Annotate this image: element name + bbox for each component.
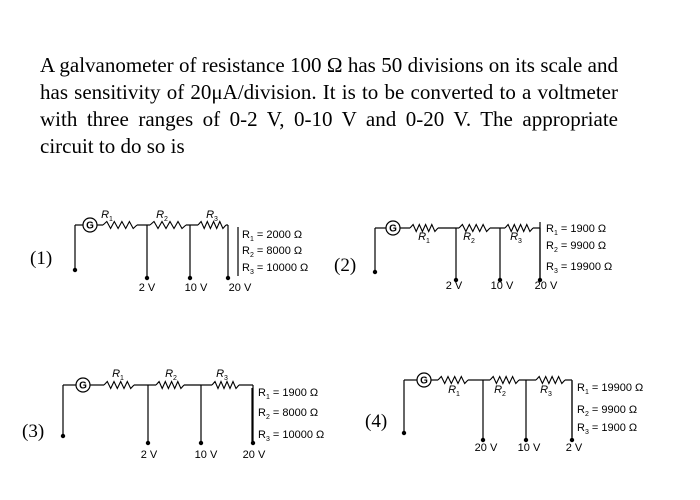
circuit-option-3: [61, 368, 324, 461]
question-text: A galvanometer of resistance 100 Ω has 50 divisions on its scale and has sensitivity of 20μA/division. It is to be converted to a voltmeter with three ranges of 0-2 V, 0-10 V and 0-20 V. The appropriate circuit to do so is: [40, 53, 618, 158]
option-2-label: (2): [334, 255, 357, 276]
resistor-label-r1: $R_1$: [101, 209, 113, 223]
resistor-r1: [438, 377, 468, 384]
voltage-label: 20 V: [228, 282, 252, 294]
voltage-label: 20 V: [242, 449, 266, 461]
voltage-terminal: [146, 441, 150, 445]
resistance-value-r2: $R_2 = 8000$ Ω: [258, 407, 319, 421]
voltage-label: 20 V: [474, 442, 498, 454]
resistance-value-r2: $R_2 = 9900$ Ω: [577, 404, 638, 418]
resistor-label-r3: $R_3$: [216, 368, 228, 382]
voltage-label: 2 V: [138, 282, 156, 294]
resistor-label-r3: $R_3$: [540, 384, 552, 398]
circuit-option-1: [73, 209, 308, 294]
ground-terminal: [61, 434, 65, 438]
resistor-label-r3: $R_3$: [510, 231, 522, 245]
option-3-label: (3): [22, 421, 45, 442]
galvanometer-symbol: G: [86, 220, 94, 232]
resistor-r2: [490, 377, 519, 384]
resistance-value-r1: $R_1 = 2000$ Ω: [242, 229, 303, 243]
resistor-label-r2: $R_2$: [165, 368, 177, 382]
resistor-label-r2: $R_2$: [463, 231, 475, 245]
voltage-label: 10 V: [490, 280, 514, 292]
option-1-label: (1): [30, 248, 53, 269]
option-4-label: (4): [365, 411, 388, 432]
voltage-terminal: [145, 276, 149, 280]
galvanometer-symbol: G: [389, 223, 397, 235]
voltage-label: 2 V: [445, 280, 463, 292]
resistor-r3: [536, 377, 565, 384]
circuit-option-2: [373, 221, 612, 292]
resistor-label-r1: $R_1$: [112, 368, 124, 382]
resistance-value-r1: $R_1 = 1900$ Ω: [258, 387, 319, 401]
resistor-r3: [212, 382, 239, 389]
voltage-label: 20 V: [534, 280, 558, 292]
resistance-value-r1: $R_1 = 1900$ Ω: [546, 223, 607, 237]
ground-terminal: [373, 270, 377, 274]
resistance-value-r3: $R_3 = 19900$ Ω: [546, 261, 613, 275]
resistor-label-r2: $R_2$: [494, 384, 506, 398]
resistor-label-r3: $R_3$: [206, 209, 218, 223]
resistor-r2: [150, 222, 186, 229]
ground-terminal: [402, 431, 406, 435]
voltage-label: 10 V: [184, 282, 208, 294]
voltage-label: 10 V: [194, 449, 218, 461]
circuit-option-4: [402, 373, 643, 454]
voltage-label: 2 V: [565, 442, 583, 454]
resistance-value-r3: $R_3 = 1900$ Ω: [577, 422, 638, 436]
resistance-value-r3: $R_3 = 10000$ Ω: [242, 262, 309, 276]
voltage-label: 10 V: [517, 442, 541, 454]
resistance-value-r2: $R_2 = 8000$ Ω: [242, 245, 303, 259]
voltage-terminal: [199, 441, 203, 445]
resistance-value-r3: $R_3 = 10000$ Ω: [258, 429, 325, 443]
resistance-value-r1: $R_1 = 19900$ Ω: [577, 382, 644, 396]
ground-terminal: [73, 268, 77, 272]
resistor-label-r1: $R_1$: [418, 231, 430, 245]
resistor-r1: [104, 382, 134, 389]
voltage-terminal: [226, 276, 230, 280]
galvanometer-symbol: G: [420, 375, 428, 387]
resistance-value-r2: $R_2 = 9900$ Ω: [546, 240, 607, 254]
voltage-label: 2 V: [140, 449, 158, 461]
resistor-r2: [156, 382, 184, 389]
voltage-terminal: [188, 276, 192, 280]
resistor-label-r1: $R_1$: [448, 384, 460, 398]
galvanometer-symbol: G: [79, 380, 87, 392]
resistor-r3: [198, 222, 226, 229]
resistor-label-r2: $R_2$: [156, 209, 168, 223]
